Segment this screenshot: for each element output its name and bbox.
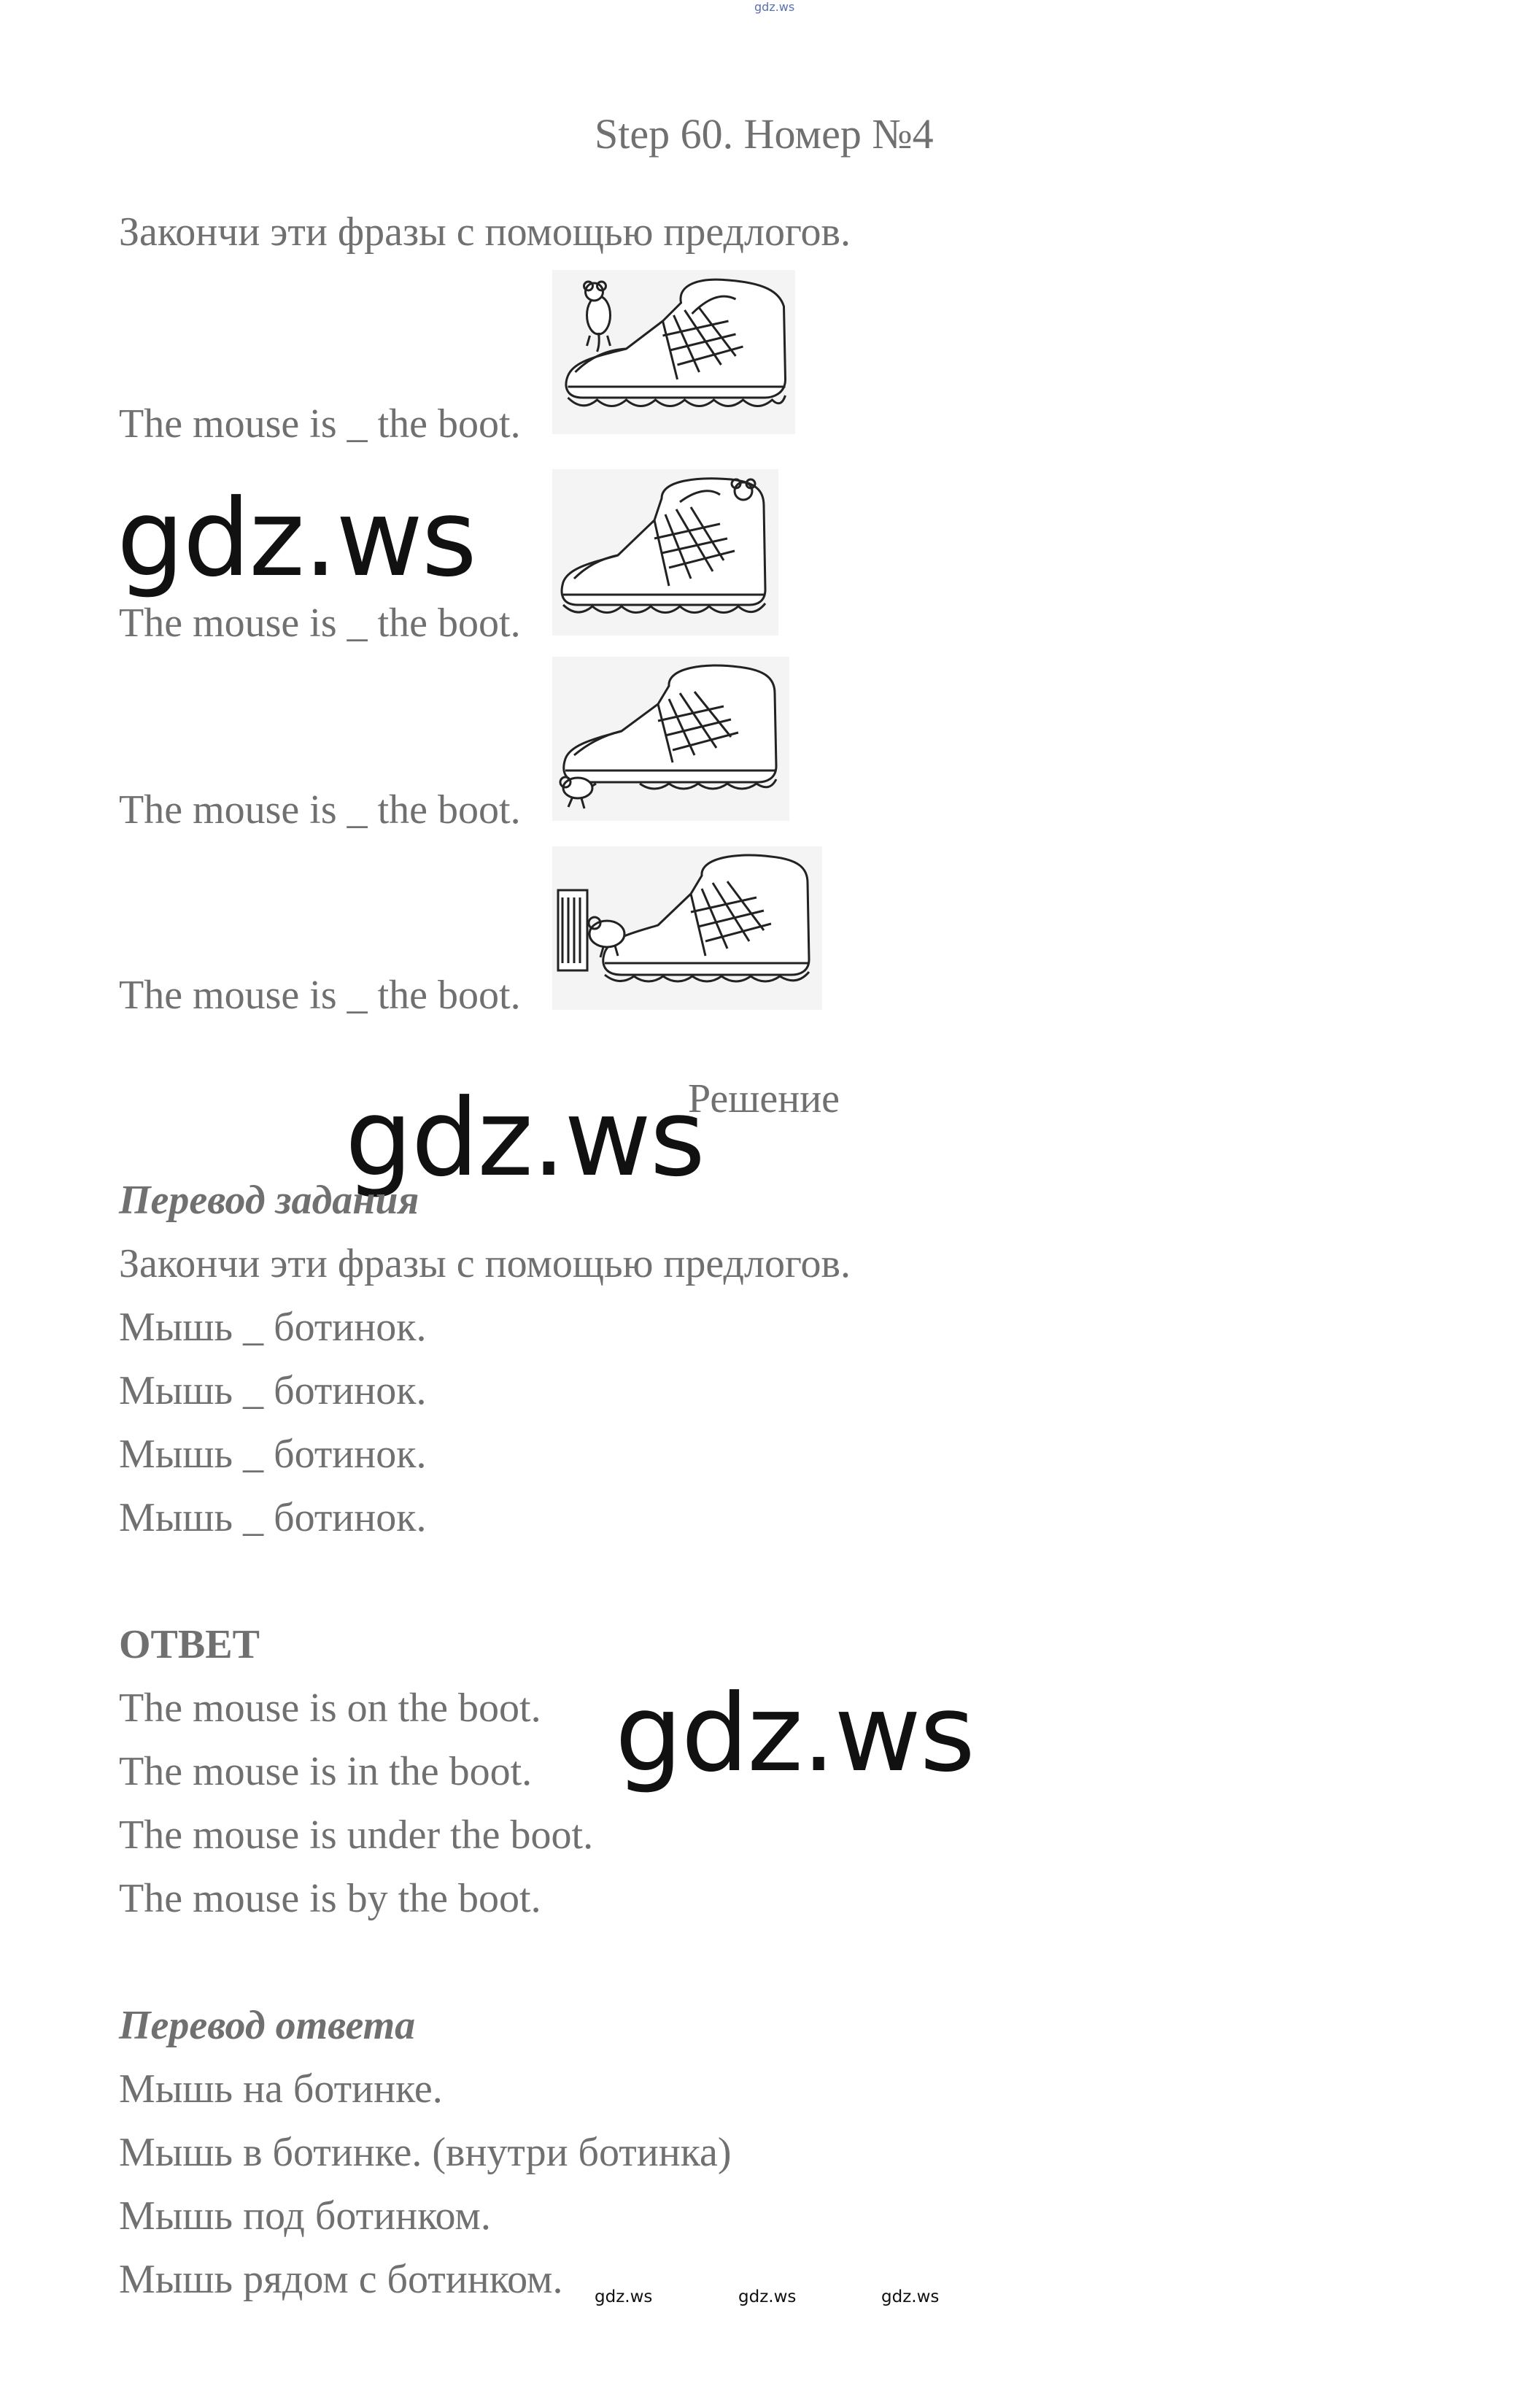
watermark-big-2: gdz.ws <box>345 1076 704 1200</box>
mouse-by-boot-picture <box>552 846 822 1010</box>
answer-4: The mouse is by the boot. <box>119 1876 541 1921</box>
watermark-big-1: gdz.ws <box>117 476 476 600</box>
task-sentence-3: The mouse is _ the boot. <box>119 787 521 833</box>
task-sentence-1: The mouse is _ the boot. <box>119 401 521 447</box>
watermark-big-3: gdz.ws <box>615 1672 974 1796</box>
answer-translation-1: Мышь на ботинке. <box>119 2066 443 2112</box>
translation-sentence-4: Мышь _ ботинок. <box>119 1495 427 1540</box>
translation-sentence-1: Мышь _ ботинок. <box>119 1305 427 1350</box>
watermark-small-3: gdz.ws <box>881 2287 940 2306</box>
answer-translation-2: Мышь в ботинке. (внутри ботинка) <box>119 2130 732 2175</box>
translation-instruction: Закончи эти фразы с помощью предлогов. <box>119 1241 851 1286</box>
translation-heading: Перевод задания <box>119 1178 419 1223</box>
translation-sentence-2: Мышь _ ботинок. <box>119 1368 427 1413</box>
task-sentence-2: The mouse is _ the boot. <box>119 600 521 646</box>
translation-sentence-3: Мышь _ ботинок. <box>119 1432 427 1477</box>
task-sentence-4: The mouse is _ the boot. <box>119 973 521 1018</box>
answer-1: The mouse is on the boot. <box>119 1685 541 1731</box>
top-watermark: gdz.ws <box>754 0 795 14</box>
answer-2: The mouse is in the boot. <box>119 1749 533 1794</box>
answer-translation-3: Мышь под ботинком. <box>119 2193 491 2239</box>
mouse-on-boot-picture <box>552 270 795 434</box>
mouse-under-boot-picture <box>552 657 789 821</box>
mouse-in-boot-picture <box>552 469 778 636</box>
watermark-small-1: gdz.ws <box>595 2287 653 2306</box>
answer-translation-heading: Перевод ответа <box>119 2003 416 2048</box>
answer-heading: ОТВЕТ <box>119 1622 260 1667</box>
watermark-small-2: gdz.ws <box>738 2287 797 2306</box>
solution-heading: Решение <box>688 1076 840 1121</box>
answer-3: The mouse is under the boot. <box>119 1812 594 1858</box>
task-instruction: Закончи эти фразы с помощью предлогов. <box>119 209 851 255</box>
answer-translation-4: Мышь рядом с ботинком. <box>119 2257 563 2302</box>
page-title: Step 60. Номер №4 <box>595 110 934 158</box>
